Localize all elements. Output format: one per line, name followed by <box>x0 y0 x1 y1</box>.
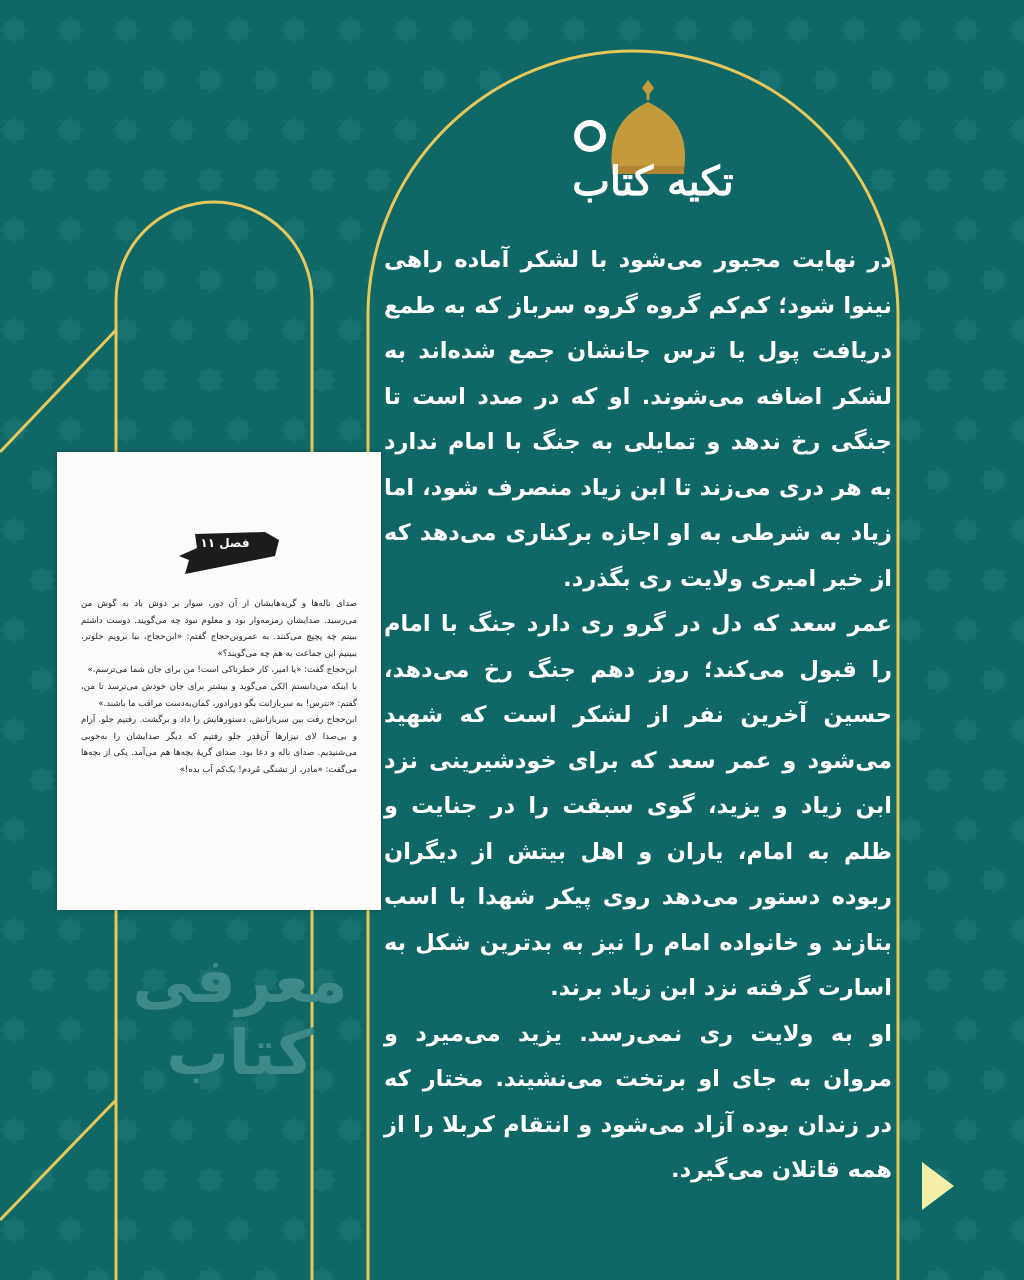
book-page-text <box>81 596 357 779</box>
chapter-badge-shape <box>175 526 285 576</box>
book-paragraph-4: ابن‌حجاج رفت بین سربازانش، دستورهایش را داد و برگشت. رفتیم جلو. آرام و بی‌صدا لای نیزارها آن‌قدر جلو رفتیم که دیگر صدایشان را به‌خوبی می‌شنیدیم. صدای ناله و دعا بود. صدای گریهٔ بچه‌ها هم می‌آمد. یکی از بچه‌ها می‌گفت: «مادر، از تشنگی مُردم! یک‌کم آب بده!» <box>81 715 357 775</box>
watermark-line-2: کتاب <box>166 1016 314 1089</box>
book-page-image <box>57 452 381 910</box>
watermark-line-1: معرفی <box>132 944 348 1017</box>
next-arrow-icon[interactable] <box>918 1158 956 1214</box>
logo <box>568 78 738 218</box>
main-paragraph-1: در نهایت مجبور می‌شود با لشکر آماده راهی نینوا شود؛ کم‌کم گروه گروه سرباز که به طمع دریافت پول یا ترس جانشان جمع شده‌اند به لشکر اضافه می‌شوند. او که در صدد است تا جنگی رخ ندهد و تمایلی به جنگ با امام ندارد به هر دری می‌زند تا ابن زیاد منصرف شود، اما زیاد به شرطی به او اجازه برکناری می‌دهد که از خیر امیری ولایت ری بگذرد. <box>384 247 892 592</box>
main-paragraph-3: او به ولایت ری نمی‌رسد. یزید می‌میرد و مروان به جای او برتخت می‌نشیند. مختار که در زندان بوده آزاد می‌شود و انتقام کربلا را از همه قاتلان می‌گیرد. <box>384 1020 892 1183</box>
main-text <box>384 238 892 1194</box>
book-paragraph-1: صدای ناله‌ها و گریه‌هایشان از آن دور، سوار بر دوش باد به گوش من می‌رسید. صدایشان زمزمه‌وار بود و معلوم نبود چه می‌گویند. دوست داشتم ببینم چه پچپچ می‌کنند. به عمروبن‌حجاج گفتم: «ابن‌حجاج، بیا برویم جلوتر، ببینیم این جماعت به هم چه می‌گویند؟» <box>81 599 357 659</box>
main-paragraph-2: عمر سعد که دل در گرو ری دارد جنگ با امام را قبول می‌کند؛ روز دهم جنگ رخ می‌دهد، حسین آخرین نفر از لشکر است که شهید می‌شود و عمر سعد که برای خودشیرینی نزد ابن زیاد و یزید، گوی سبقت را در جنایت و ظلم به امام، یاران و اهل بیتش از دیگران ربوده دستور می‌دهد روی پیکر شهدا با اسب بتازند و خانواده امام را نیز به بدترین شکل به اسارت گرفته نزد ابن زیاد برند. <box>384 611 892 1001</box>
book-paragraph-2: ابن‌حجاج گفت: «یا امیر، کار خطرناکی است! من برای جان شما می‌ترسم.» <box>87 665 357 676</box>
watermark <box>130 945 350 1089</box>
logo-text: تکیه کتاب <box>572 158 734 205</box>
chapter-label: فصل ۱۱ <box>200 536 250 550</box>
book-paragraph-3: با اینکه می‌دانستم الکی می‌گوید و بیشتر برای جان خودش می‌ترسد تا من، گفتم: «نترس! به سربازانت بگو دورادور، کمان‌به‌دست مراقب ما باشند.» <box>81 681 357 709</box>
